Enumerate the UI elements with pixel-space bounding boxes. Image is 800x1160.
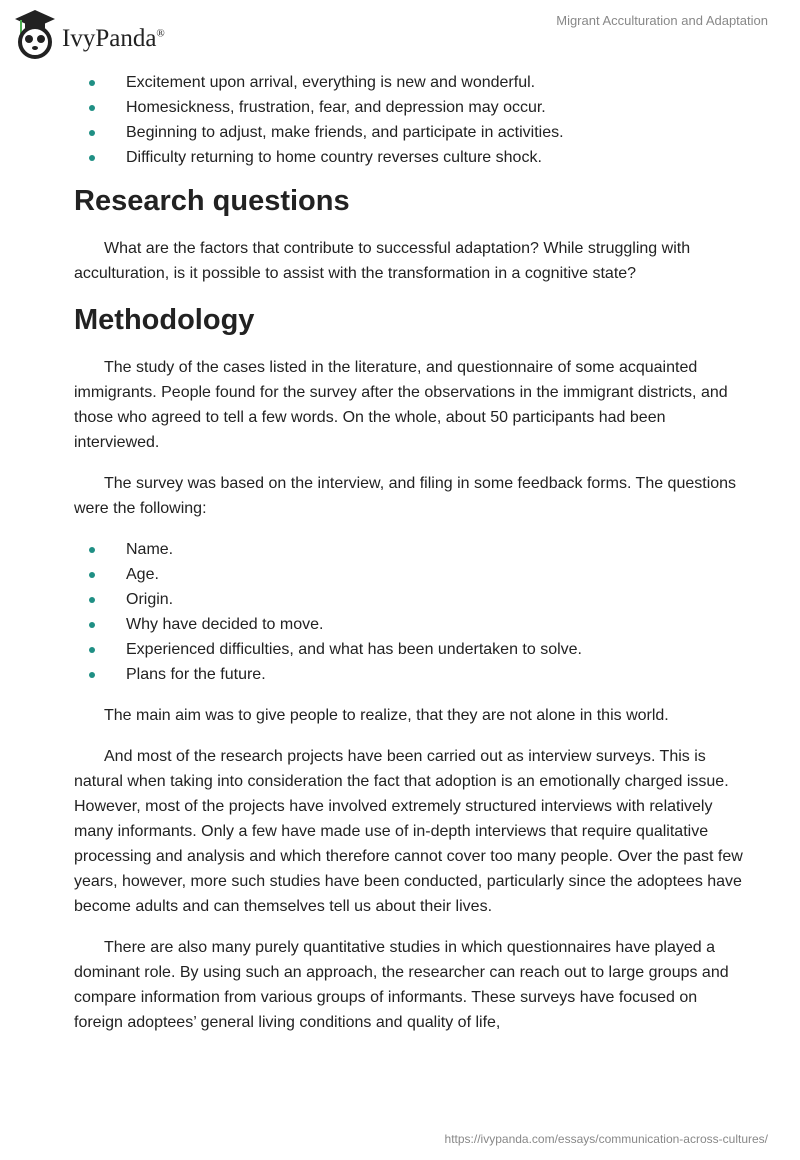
paragraph: The study of the cases listed in the literature, and questionnaire of some acquainted immigrants. People found for the survey after the observations in the immigrant districts, and those who agreed to tell a few words. On the whole, about 50 participants had been interviewed. <box>74 359 728 451</box>
bullet-icon <box>89 80 95 86</box>
paragraph: What are the factors that contribute to successful adaptation? While struggling with acculturation, is it possible to assist with the transformation in a cognitive state? <box>74 240 691 282</box>
heading-research-questions: Research questions <box>74 185 350 217</box>
survey-questions-list <box>74 537 744 687</box>
brand-name: IvyPanda® <box>62 25 165 52</box>
list-item: Difficulty returning to home country reverses culture shock. <box>74 145 744 170</box>
culture-shock-stages-list <box>74 70 744 170</box>
paragraph: And most of the research projects have been carried out as interview surveys. This is natural when taking into consideration the fact that adoption is an emotionally charged issue. However, most of the projects have involved extremely structured interviews with relatively many informants. Only a few have made use of in-depth interviews that require qualitative processing and analysis and which therefore cannot cover too many people. Over the past few years, however, more such studies have been conducted, particularly since the adoptees have become adults and can themselves tell us about their lives. <box>74 748 743 915</box>
paragraph: The survey was based on the interview, and filing in some feedback forms. The questions were the following: <box>74 475 737 517</box>
bullet-icon <box>89 130 95 136</box>
paragraph: The main aim was to give people to realize, that they are not alone in this world. <box>104 707 669 724</box>
bullet-icon <box>89 547 95 553</box>
bullet-icon <box>89 155 95 161</box>
bullet-icon <box>89 105 95 111</box>
paragraph: There are also many purely quantitative studies in which questionnaires have played a dominant role. By using such an approach, the researcher can reach out to large groups and compare information from various groups of informants. These surveys have focused on foreign adoptees’ general living conditions and quality of life, <box>74 939 729 1031</box>
list-item: Excitement upon arrival, everything is new and wonderful. <box>74 70 744 95</box>
source-url[interactable]: https://ivypanda.com/essays/communication-across-cultures/ <box>444 1132 768 1146</box>
heading-methodology: Methodology <box>74 304 255 336</box>
bullet-icon <box>89 672 95 678</box>
bullet-icon <box>89 572 95 578</box>
logo[interactable] <box>14 8 165 60</box>
list-item: Origin. <box>74 587 744 612</box>
panda-logo-icon <box>14 8 56 60</box>
list-item: Homesickness, frustration, fear, and depression may occur. <box>74 95 744 120</box>
article-body <box>74 70 744 1051</box>
list-item: Name. <box>74 537 744 562</box>
list-item: Why have decided to move. <box>74 612 744 637</box>
list-item: Age. <box>74 562 744 587</box>
bullet-icon <box>89 647 95 653</box>
list-item: Plans for the future. <box>74 662 744 687</box>
list-item: Beginning to adjust, make friends, and participate in activities. <box>74 120 744 145</box>
list-item: Experienced difficulties, and what has been undertaken to solve. <box>74 637 744 662</box>
bullet-icon <box>89 597 95 603</box>
bullet-icon <box>89 622 95 628</box>
document-title: Migrant Acculturation and Adaptation <box>556 13 768 28</box>
